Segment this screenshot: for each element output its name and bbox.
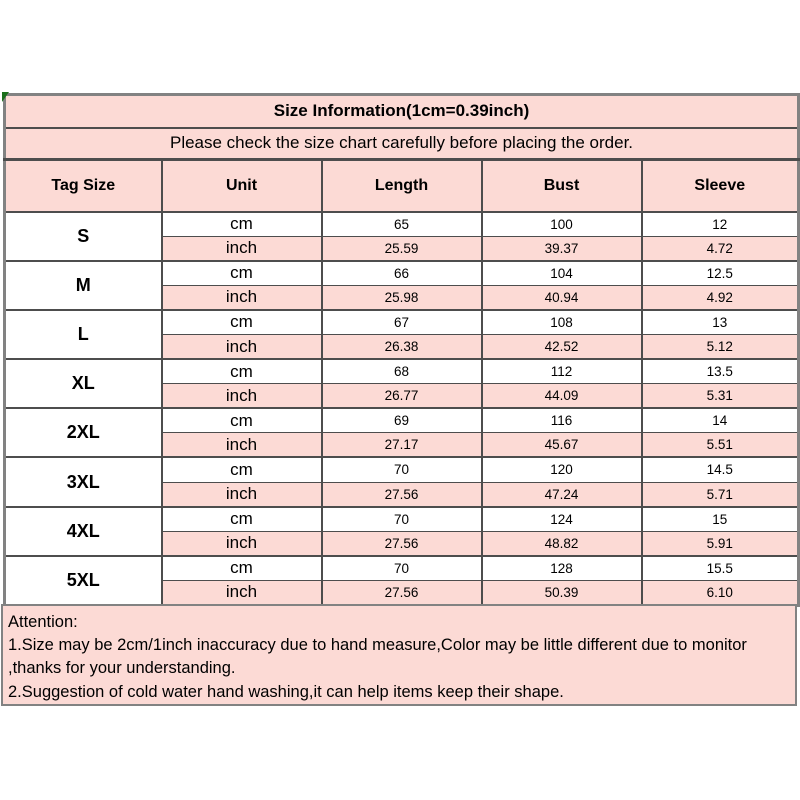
unit-cell-cm: cm bbox=[162, 212, 322, 237]
subtitle-row bbox=[5, 128, 799, 160]
unit-cell-cm: cm bbox=[162, 359, 322, 384]
unit-cell-inch: inch bbox=[162, 433, 322, 458]
tag-size-cell: 3XL bbox=[5, 457, 162, 506]
length-cm-cell: 70 bbox=[322, 507, 482, 532]
tag-size-cell: 5XL bbox=[5, 556, 162, 605]
size-row-cm bbox=[5, 310, 799, 335]
length-cm-cell: 65 bbox=[322, 212, 482, 237]
sleeve-cm-cell: 15.5 bbox=[642, 556, 799, 581]
attention-line-2: ,thanks for your understanding. bbox=[8, 659, 236, 678]
sleeve-cm-cell: 15 bbox=[642, 507, 799, 532]
bust-inch-cell: 48.82 bbox=[482, 531, 642, 556]
sleeve-inch-cell: 6.10 bbox=[642, 580, 799, 605]
length-cm-cell: 70 bbox=[322, 556, 482, 581]
size-row-cm bbox=[5, 408, 799, 433]
col-header-bust: Bust bbox=[482, 160, 642, 212]
length-cm-cell: 68 bbox=[322, 359, 482, 384]
unit-cell-inch: inch bbox=[162, 482, 322, 507]
sleeve-inch-cell: 4.92 bbox=[642, 285, 799, 310]
bust-inch-cell: 39.37 bbox=[482, 236, 642, 261]
length-cm-cell: 66 bbox=[322, 261, 482, 286]
bust-cm-cell: 120 bbox=[482, 457, 642, 482]
length-inch-cell: 25.59 bbox=[322, 236, 482, 261]
attention-line-1: 1.Size may be 2cm/1inch inaccuracy due to hand measure,Color may be little different due to monitor bbox=[8, 636, 747, 655]
tag-size-cell: L bbox=[5, 310, 162, 359]
unit-cell-inch: inch bbox=[162, 531, 322, 556]
attention-heading: Attention: bbox=[8, 613, 78, 631]
size-table-body bbox=[5, 95, 799, 606]
tag-size-cell: 2XL bbox=[5, 408, 162, 457]
size-chart-table bbox=[3, 93, 800, 607]
length-inch-cell: 25.98 bbox=[322, 285, 482, 310]
size-row-cm bbox=[5, 556, 799, 581]
unit-cell-inch: inch bbox=[162, 236, 322, 261]
col-header-unit: Unit bbox=[162, 160, 322, 212]
size-row-cm bbox=[5, 261, 799, 286]
table-subtitle: Please check the size chart carefully before placing the order. bbox=[5, 128, 799, 160]
bust-cm-cell: 104 bbox=[482, 261, 642, 286]
length-cm-cell: 70 bbox=[322, 457, 482, 482]
bust-cm-cell: 124 bbox=[482, 507, 642, 532]
length-cm-cell: 67 bbox=[322, 310, 482, 335]
sleeve-cm-cell: 13.5 bbox=[642, 359, 799, 384]
unit-cell-cm: cm bbox=[162, 556, 322, 581]
bust-cm-cell: 128 bbox=[482, 556, 642, 581]
unit-cell-inch: inch bbox=[162, 285, 322, 310]
col-header-tag-size: Tag Size bbox=[5, 160, 162, 212]
tag-size-cell: 4XL bbox=[5, 507, 162, 556]
bust-inch-cell: 40.94 bbox=[482, 285, 642, 310]
title-row bbox=[5, 95, 799, 128]
bust-inch-cell: 45.67 bbox=[482, 433, 642, 458]
tag-size-cell: XL bbox=[5, 359, 162, 408]
tag-size-cell: M bbox=[5, 261, 162, 310]
size-row-cm bbox=[5, 212, 799, 237]
table-title: Size Information(1cm=0.39inch) bbox=[5, 95, 799, 128]
size-row-cm bbox=[5, 507, 799, 532]
length-cm-cell: 69 bbox=[322, 408, 482, 433]
bust-inch-cell: 50.39 bbox=[482, 580, 642, 605]
attention-line-3: 2.Suggestion of cold water hand washing,it can help items keep their shape. bbox=[8, 682, 564, 701]
length-inch-cell: 26.38 bbox=[322, 334, 482, 359]
bust-inch-cell: 44.09 bbox=[482, 384, 642, 409]
tag-size-cell: S bbox=[5, 212, 162, 261]
sleeve-cm-cell: 14 bbox=[642, 408, 799, 433]
sleeve-cm-cell: 12 bbox=[642, 212, 799, 237]
sleeve-inch-cell: 4.72 bbox=[642, 236, 799, 261]
unit-cell-cm: cm bbox=[162, 261, 322, 286]
col-header-length: Length bbox=[322, 160, 482, 212]
bust-cm-cell: 116 bbox=[482, 408, 642, 433]
unit-cell-cm: cm bbox=[162, 310, 322, 335]
length-inch-cell: 27.56 bbox=[322, 531, 482, 556]
length-inch-cell: 27.17 bbox=[322, 433, 482, 458]
sleeve-cm-cell: 14.5 bbox=[642, 457, 799, 482]
attention-note bbox=[1, 604, 797, 706]
sleeve-inch-cell: 5.31 bbox=[642, 384, 799, 409]
sleeve-cm-cell: 13 bbox=[642, 310, 799, 335]
length-inch-cell: 27.56 bbox=[322, 580, 482, 605]
sleeve-cm-cell: 12.5 bbox=[642, 261, 799, 286]
length-inch-cell: 27.56 bbox=[322, 482, 482, 507]
length-inch-cell: 26.77 bbox=[322, 384, 482, 409]
column-header-row bbox=[5, 160, 799, 212]
size-row-cm bbox=[5, 457, 799, 482]
bust-inch-cell: 42.52 bbox=[482, 334, 642, 359]
unit-cell-inch: inch bbox=[162, 384, 322, 409]
unit-cell-cm: cm bbox=[162, 507, 322, 532]
bust-inch-cell: 47.24 bbox=[482, 482, 642, 507]
sleeve-inch-cell: 5.51 bbox=[642, 433, 799, 458]
bust-cm-cell: 112 bbox=[482, 359, 642, 384]
sleeve-inch-cell: 5.12 bbox=[642, 334, 799, 359]
unit-cell-cm: cm bbox=[162, 408, 322, 433]
size-row-cm bbox=[5, 359, 799, 384]
unit-cell-inch: inch bbox=[162, 580, 322, 605]
bust-cm-cell: 108 bbox=[482, 310, 642, 335]
bust-cm-cell: 100 bbox=[482, 212, 642, 237]
sleeve-inch-cell: 5.91 bbox=[642, 531, 799, 556]
col-header-sleeve: Sleeve bbox=[642, 160, 799, 212]
unit-cell-inch: inch bbox=[162, 334, 322, 359]
sleeve-inch-cell: 5.71 bbox=[642, 482, 799, 507]
unit-cell-cm: cm bbox=[162, 457, 322, 482]
